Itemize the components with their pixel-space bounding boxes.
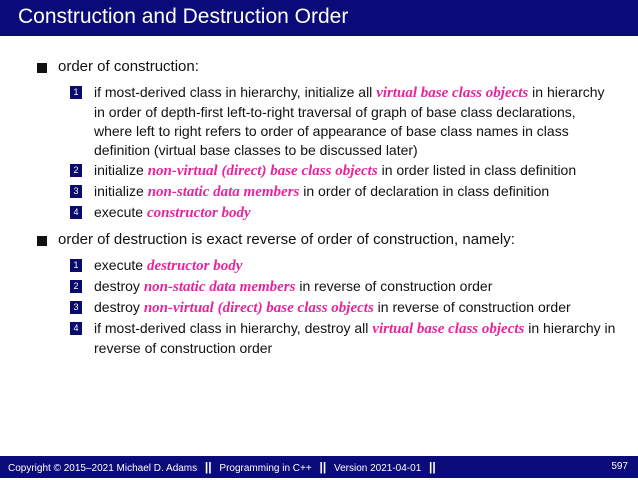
emphasis-text: non-static data members	[143, 279, 296, 295]
number-badge: 4	[70, 322, 82, 335]
item-text: in order listed in class definition	[377, 162, 577, 178]
construction-steps	[0, 83, 638, 223]
footer-separator: ||	[319, 460, 327, 474]
item-text: destroy	[94, 299, 144, 315]
footer-separator: ||	[204, 460, 212, 474]
number-badge: 3	[70, 301, 82, 314]
slide-content	[0, 56, 638, 364]
number-badge: 2	[70, 280, 82, 293]
list-item	[0, 203, 638, 223]
footer-separator: ||	[429, 460, 436, 474]
item-text: execute	[94, 204, 147, 220]
number-badge: 1	[70, 86, 82, 99]
emphasis-text: non-virtual (direct) base class objects	[143, 300, 374, 316]
footer-bar	[0, 456, 638, 478]
item-text: if most-derived class in hierarchy, initialize all	[94, 84, 377, 100]
emphasis-text: virtual base class objects	[372, 321, 525, 337]
footer-course: Programming in C++	[219, 463, 312, 474]
slide-title: Construction and Destruction Order	[18, 5, 349, 28]
section-heading: order of destruction is exact reverse of order of construction, namely:	[58, 231, 515, 248]
item-text: in order of declaration in class definition	[299, 183, 550, 199]
list-item	[0, 256, 638, 276]
emphasis-text: non-virtual (direct) base class objects	[147, 163, 378, 179]
list-item	[0, 319, 638, 358]
item-text: execute	[94, 257, 147, 273]
number-badge: 1	[70, 259, 82, 272]
footer-copyright: Copyright © 2015–2021 Michael D. Adams	[8, 463, 198, 474]
item-text: if most-derived class in hierarchy, destroy all	[94, 320, 373, 336]
section-heading: order of construction:	[58, 58, 199, 75]
page-number: 597	[611, 461, 628, 472]
emphasis-text: constructor body	[146, 205, 251, 221]
list-item	[0, 298, 638, 318]
number-badge: 4	[70, 206, 82, 219]
list-item	[0, 277, 638, 297]
section-destruction	[0, 229, 638, 250]
item-text: in reverse of construction order	[373, 299, 571, 315]
list-item	[0, 83, 638, 160]
emphasis-text: destructor body	[146, 258, 243, 274]
number-badge: 2	[70, 164, 82, 177]
square-bullet-icon	[37, 63, 47, 73]
list-item	[0, 161, 638, 181]
item-text: initialize	[94, 183, 148, 199]
item-text: destroy	[94, 278, 144, 294]
item-text: in hierarchy in order of depth-first left-to-right traversal of graph of base class declarations, where left to right refers to order of appearance of base class names in class definition (virtual base classes to be discussed later)	[94, 84, 605, 158]
footer-version: Version 2021-04-01	[333, 463, 422, 474]
square-bullet-icon	[37, 236, 47, 246]
destruction-steps	[0, 256, 638, 358]
item-text: in reverse of construction order	[295, 278, 493, 294]
emphasis-text: virtual base class objects	[376, 85, 529, 101]
title-bar	[0, 0, 638, 36]
item-text: in hierarchy in reverse of construction order	[94, 320, 616, 356]
emphasis-text: non-static data members	[147, 184, 300, 200]
list-item	[0, 182, 638, 202]
section-construction	[0, 56, 638, 77]
footer-info	[8, 456, 441, 480]
number-badge: 3	[70, 185, 82, 198]
item-text: initialize	[94, 162, 148, 178]
